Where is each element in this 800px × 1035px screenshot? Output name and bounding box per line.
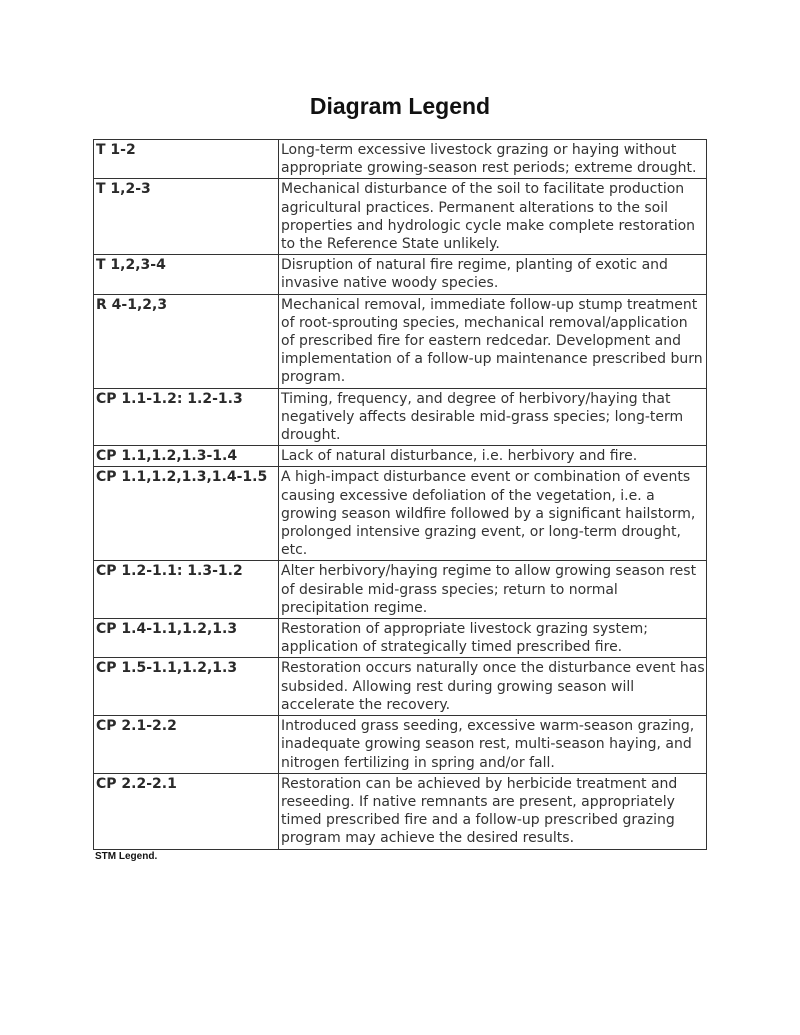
transition-code: CP 1.1,1.2,1.3,1.4-1.5 [94,467,279,561]
table-row [94,619,707,658]
transition-description: Introduced grass seeding, excessive warm-season grazing, inadequate growing season rest, multi-season haying, and nitrogen fertilizing in spring and/or fall. [279,716,707,774]
transition-description: Mechanical disturbance of the soil to facilitate production agricultural practices. Permanent alterations to the soil properties and hydrologic cycle make complete restoration to the Reference State unlikely. [279,179,707,255]
table-caption: STM Legend. [95,851,158,862]
table-row [94,716,707,774]
transition-code: T 1,2-3 [94,179,279,255]
table-row [94,773,707,849]
transition-description: Lack of natural disturbance, i.e. herbivory and fire. [279,446,707,467]
table-row [94,294,707,388]
transition-description: Mechanical removal, immediate follow-up stump treatment of root-sprouting species, mechanical removal/application of prescribed fire for eastern redcedar. Development and implementation of a follow-up maintenance prescribed burn program. [279,294,707,388]
table-row [94,467,707,561]
transition-code: CP 2.1-2.2 [94,716,279,774]
transition-description: Restoration of appropriate livestock grazing system; application of strategically timed prescribed fire. [279,619,707,658]
transition-code: CP 1.1-1.2: 1.2-1.3 [94,388,279,446]
transition-description: Long-term excessive livestock grazing or haying without appropriate growing-season rest periods; extreme drought. [279,140,707,179]
transition-description: Restoration can be achieved by herbicide treatment and reseeding. If native remnants are present, appropriately timed prescribed fire and a follow-up prescribed grazing program may achieve the desired results. [279,773,707,849]
transition-description: A high-impact disturbance event or combination of events causing excessive defoliation of the vegetation, i.e. a growing season wildfire followed by a significant hailstorm, prolonged intensive grazing event, or long-term drought, etc. [279,467,707,561]
transition-code: T 1-2 [94,140,279,179]
transition-description: Alter herbivory/haying regime to allow growing season rest of desirable mid-grass species; return to normal precipitation regime. [279,561,707,619]
transition-code: T 1,2,3-4 [94,255,279,294]
table-row [94,179,707,255]
transition-code: CP 1.4-1.1,1.2,1.3 [94,619,279,658]
transition-code: CP 2.2-2.1 [94,773,279,849]
table-row [94,140,707,179]
legend-table [93,139,707,850]
transition-description: Disruption of natural fire regime, planting of exotic and invasive native woody species. [279,255,707,294]
transition-description: Restoration occurs naturally once the disturbance event has subsided. Allowing rest during growing season will accelerate the recovery. [279,658,707,716]
transition-code: CP 1.5-1.1,1.2,1.3 [94,658,279,716]
table-row [94,255,707,294]
table-row [94,446,707,467]
table-row [94,388,707,446]
page-title: Diagram Legend [309,93,491,119]
transition-code: CP 1.2-1.1: 1.3-1.2 [94,561,279,619]
table-row [94,561,707,619]
transition-code: CP 1.1,1.2,1.3-1.4 [94,446,279,467]
transition-description: Timing, frequency, and degree of herbivory/haying that negatively affects desirable mid-grass species; long-term drought. [279,388,707,446]
transition-code: R 4-1,2,3 [94,294,279,388]
table-row [94,658,707,716]
